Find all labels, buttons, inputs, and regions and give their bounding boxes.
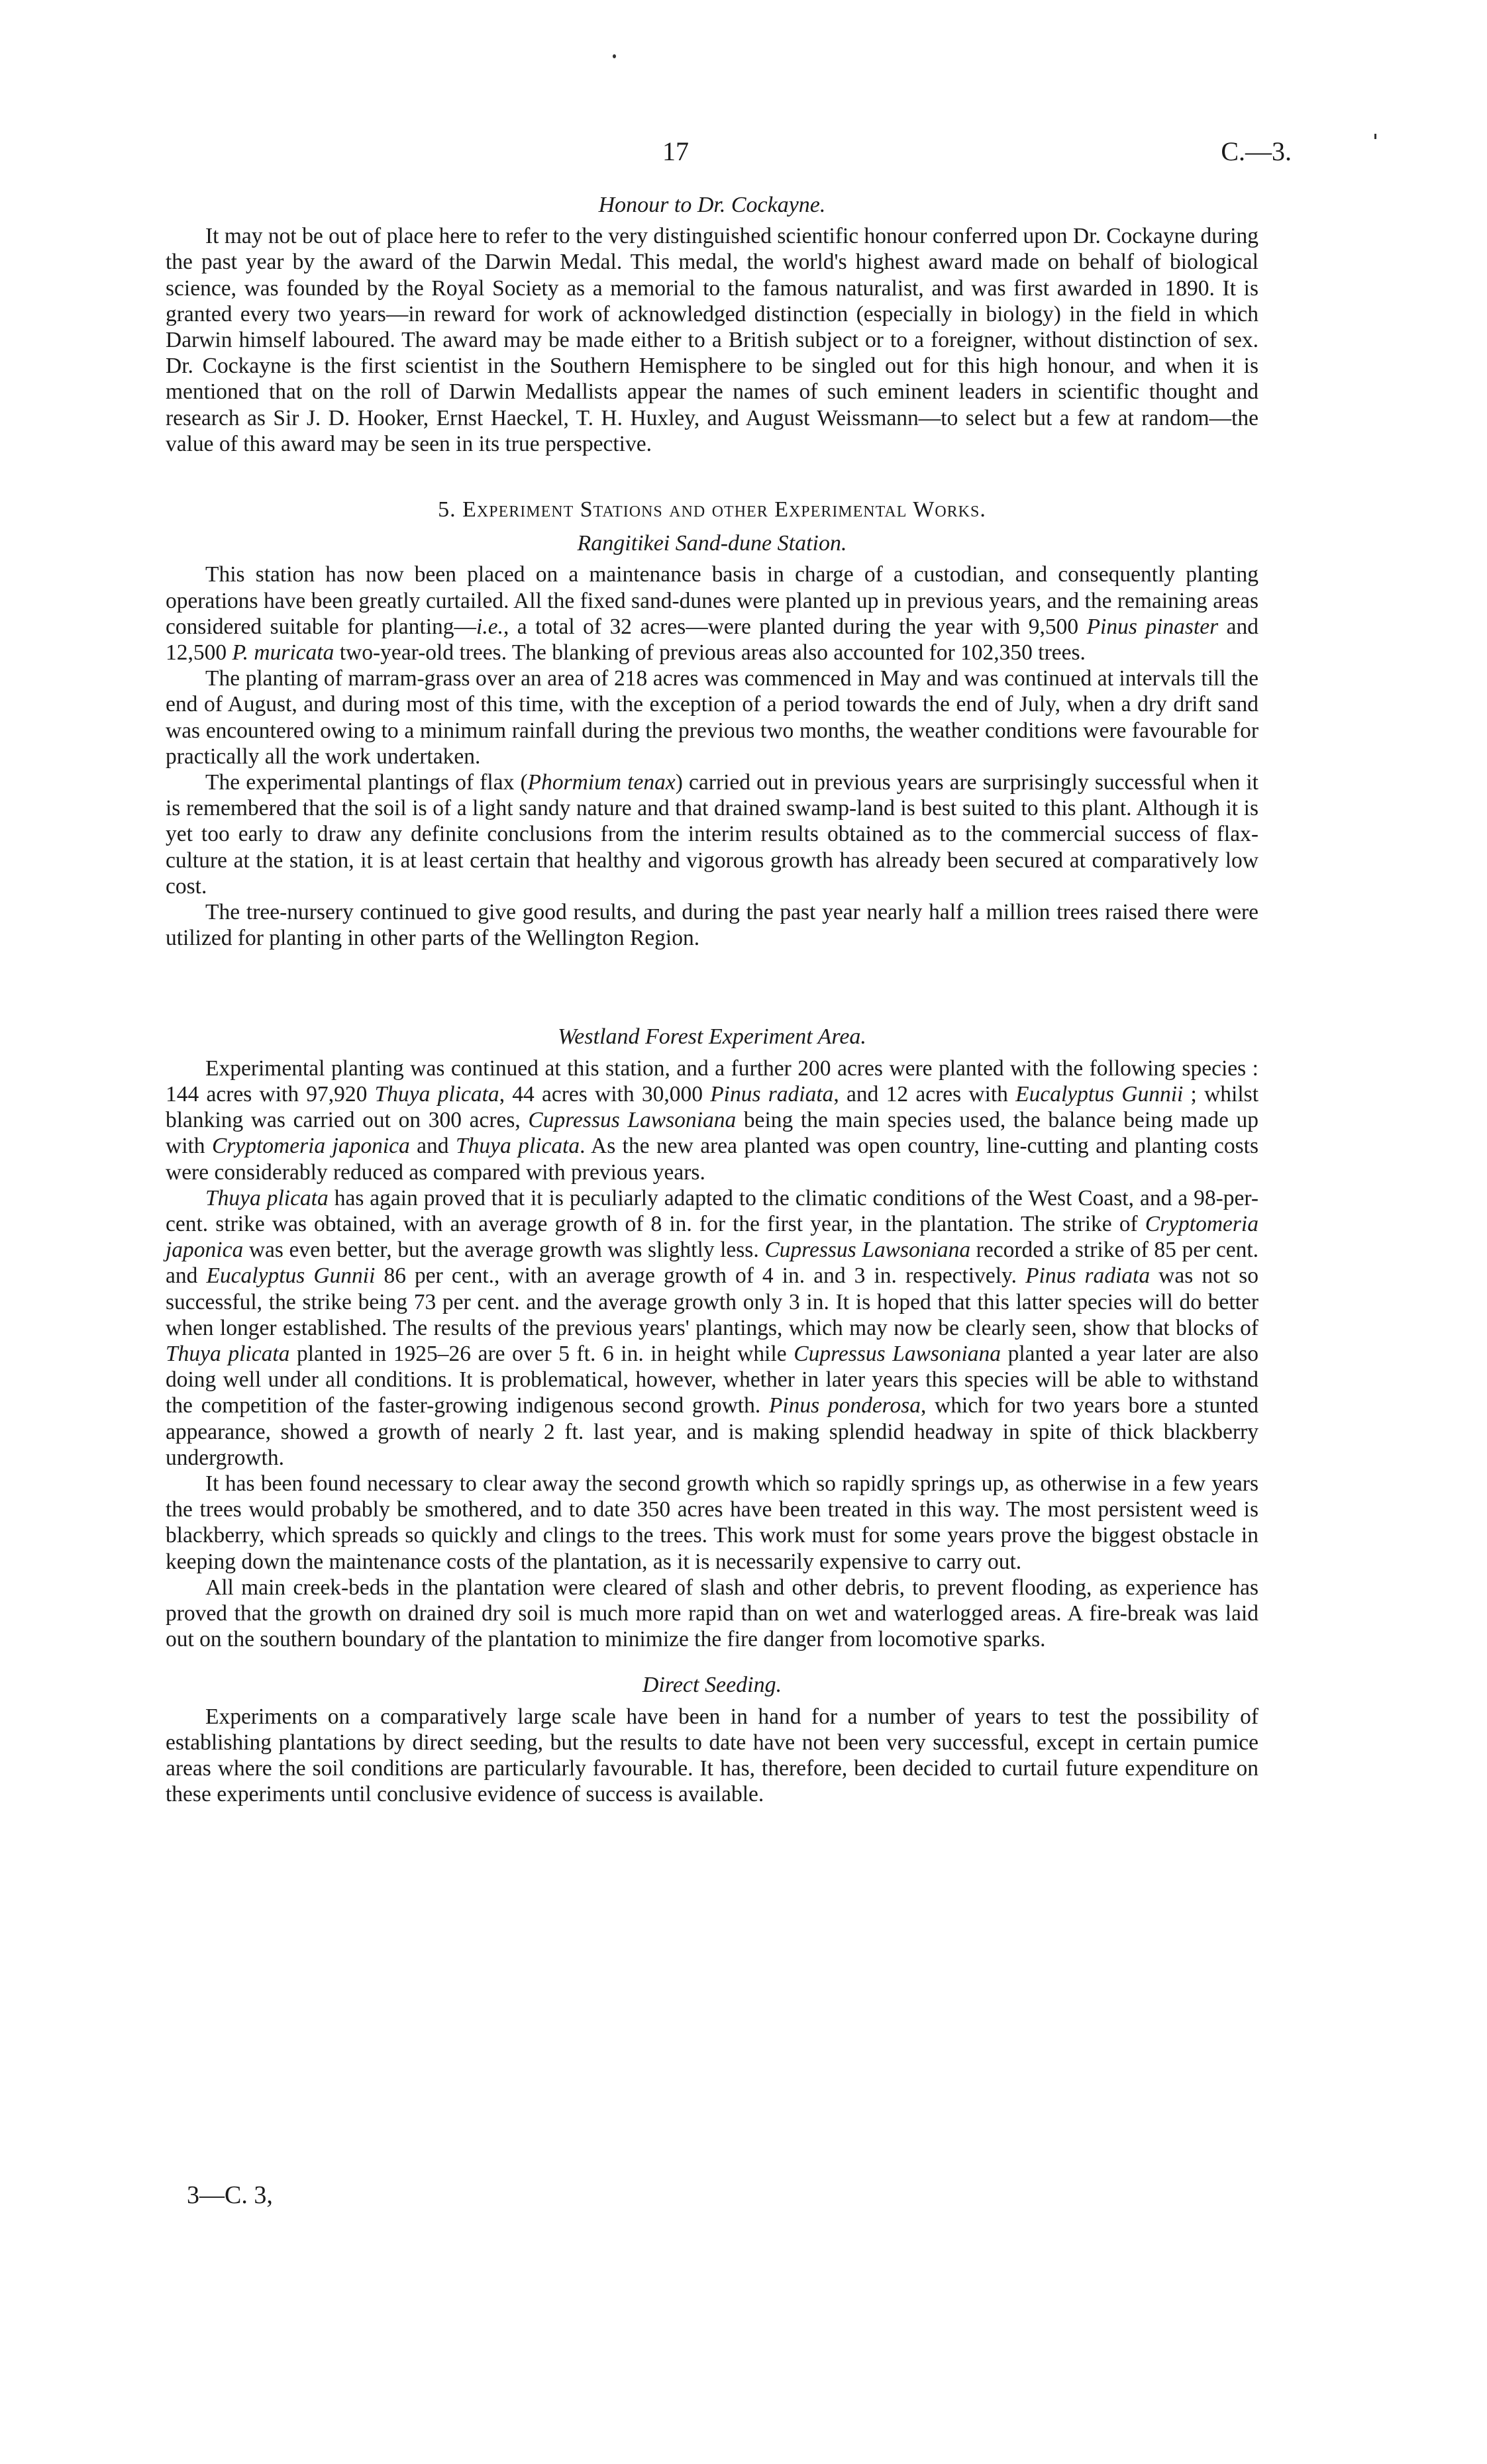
paragraph: This station has now been placed on a maintenance basis in charge of a custodian, and consequently planting operations have been greatly curtailed. All the fixed sand-dunes were planted up in previous years, and the remaining areas considered suitable for planting—i.e., a total of 32 acres—were planted during the year with 9,500 Pinus pinaster and 12,500 P. muricata two-year-old trees. The blanking of previous areas also accounted for 102,350 trees. — [166, 562, 1258, 665]
paragraph: The planting of marram-grass over an area of 218 acres was commenced in May and was continued at intervals till the end of August, and during most of this time, with the exception of a period towards the end of July, when a dry drift sand was encountered owing to a minimum rainfall during the previous two months, the weather conditions were favourable for practically all the work undertaken. — [166, 666, 1258, 769]
paragraph: Thuya plicata has again proved that it is peculiarly adapted to the climatic conditions of the West Coast, and a 98-per-cent. strike was obtained, with an average growth of 8 in. for the first year, in the plantation. The strike of Cryptomeria japonica was even better, but the average growth was slightly less. Cupressus Lawsoniana recorded a strike of 85 per cent. and Eucalyptus Gunnii 86 per cent., with an average growth of 4 in. and 3 in. respectively. Pinus radiata was not so successful, the strike being 73 per cent. and the average growth only 3 in. It is hoped that this latter species will do better when longer established. The results of the previous years' plantings, which may now be clearly seen, show that blocks of Thuya plicata planted in 1925–26 are over 5 ft. 6 in. in height while Cupressus Lawsoniana planted a year later are also doing well under all conditions. It is problematical, however, whether in later years this species will be able to withstand the competition of the faster-growing indigenous second growth. Pinus ponderosa, which for two years bore a stunted appearance, showed a growth of nearly 2 ft. last year, and is making splendid headway in spite of thick blackberry undergrowth. — [166, 1185, 1259, 1470]
direct-seeding-section — [166, 1672, 1258, 1807]
paragraph: Experiments on a comparatively large scale have been in hand for a number of years to test the possibility of establishing plantations by direct seeding, but the results to date have not been very successful, except in certain pumice areas where the soil conditions are particularly favourable. It has, therefore, been decided to curtail future expenditure on these experiments until conclusive evidence of success is available. — [166, 1704, 1258, 1807]
signature-code: 3—C. 3, — [187, 2181, 273, 2209]
section-heading: Direct Seeding. — [642, 1673, 782, 1698]
section-heading: Westland Forest Experiment Area. — [558, 1024, 866, 1050]
westland-section — [166, 1024, 1258, 1652]
document-code: C.—3. — [1221, 136, 1292, 166]
rangitikei-section — [166, 530, 1258, 951]
paragraph: The tree-nursery continued to give good results, and during the past year nearly half a million trees raised there were utilized for planting in other parts of the Wellington Region. — [166, 900, 1258, 951]
section-title: 5. Experiment Stations and other Experimental Works. — [438, 497, 986, 522]
print-speck — [613, 54, 616, 58]
section-heading: Rangitikei Sand-dune Station. — [577, 531, 847, 556]
paragraph: Experimental planting was continued at this station, and a further 200 acres were planted with the following species : 144 acres with 97,920 Thuya plicata, 44 acres with 30,000 Pinus radiata, and 12 acres with Eucalyptus Gunnii ; whilst blanking was carried out on 300 acres, Cupressus Lawsoniana being the main species used, the balance being made up with Cryptomeria japonica and Thuya plicata. As the new area planted was open country, line-cutting and planting costs were considerably reduced as compared with previous years. — [166, 1056, 1259, 1185]
page-header — [166, 136, 1292, 175]
paragraph: It may not be out of place here to refer to the very distinguished scientific honour conferred upon Dr. Cockayne during the past year by the award of the Darwin Medal. This medal, the world's highest award made on behalf of biological science, was founded by the Royal Society as a memorial to the famous naturalist, and was first awarded in 1890. It is granted every two years—in reward for work of acknowledged distinction (especially in biology) in the field in which Darwin himself laboured. The award may be made either to a British subject or to a foreigner, without distinction of sex. Dr. Cockayne is the first scientist in the Southern Hemisphere to be singled out for this high honour, and when it is mentioned that on the roll of Darwin Medallists appear the names of such eminent leaders in scientific thought and research as Sir J. D. Hooker, Ernst Haeckel, T. H. Huxley, and August Weissmann—to select but a few at random—the value of this award may be seen in its true perspective. — [166, 224, 1258, 456]
section-heading: Honour to Dr. Cockayne. — [598, 193, 826, 217]
paragraph: It has been found necessary to clear away the second growth which so rapidly springs up, as otherwise in a few years the trees would probably be smothered, and to date 350 acres have been treated in this way. The most persistent weed is blackberry, which spreads so quickly and clings to the trees. This work must for some years prove the biggest obstacle in keeping down the maintenance costs of the plantation, as it is necessarily expensive to carry out. — [166, 1471, 1258, 1574]
print-speck — [1374, 134, 1376, 139]
page-number: 17 — [662, 136, 689, 166]
page-body — [166, 192, 1258, 1847]
paragraph: All main creek-beds in the plantation were cleared of slash and other debris, to prevent flooding, as experience has proved that the growth on drained dry soil is much more rapid than on wet and waterlogged areas. A fire-break was laid out on the southern boundary of the plantation to minimize the fire danger from locomotive sparks. — [166, 1575, 1258, 1652]
honour-section — [166, 192, 1258, 457]
paragraph: The experimental plantings of flax (Phormium tenax) carried out in previous years are surprisingly successful when it is remembered that the soil is of a light sandy nature and that drained swamp-land is best suited to this plant. Although it is yet too early to draw any definite conclusions from the interim results obtained as to the commercial success of flax-culture at the station, it is at least certain that healthy and vigorous growth has already been secured at comparatively low cost. — [166, 770, 1258, 899]
